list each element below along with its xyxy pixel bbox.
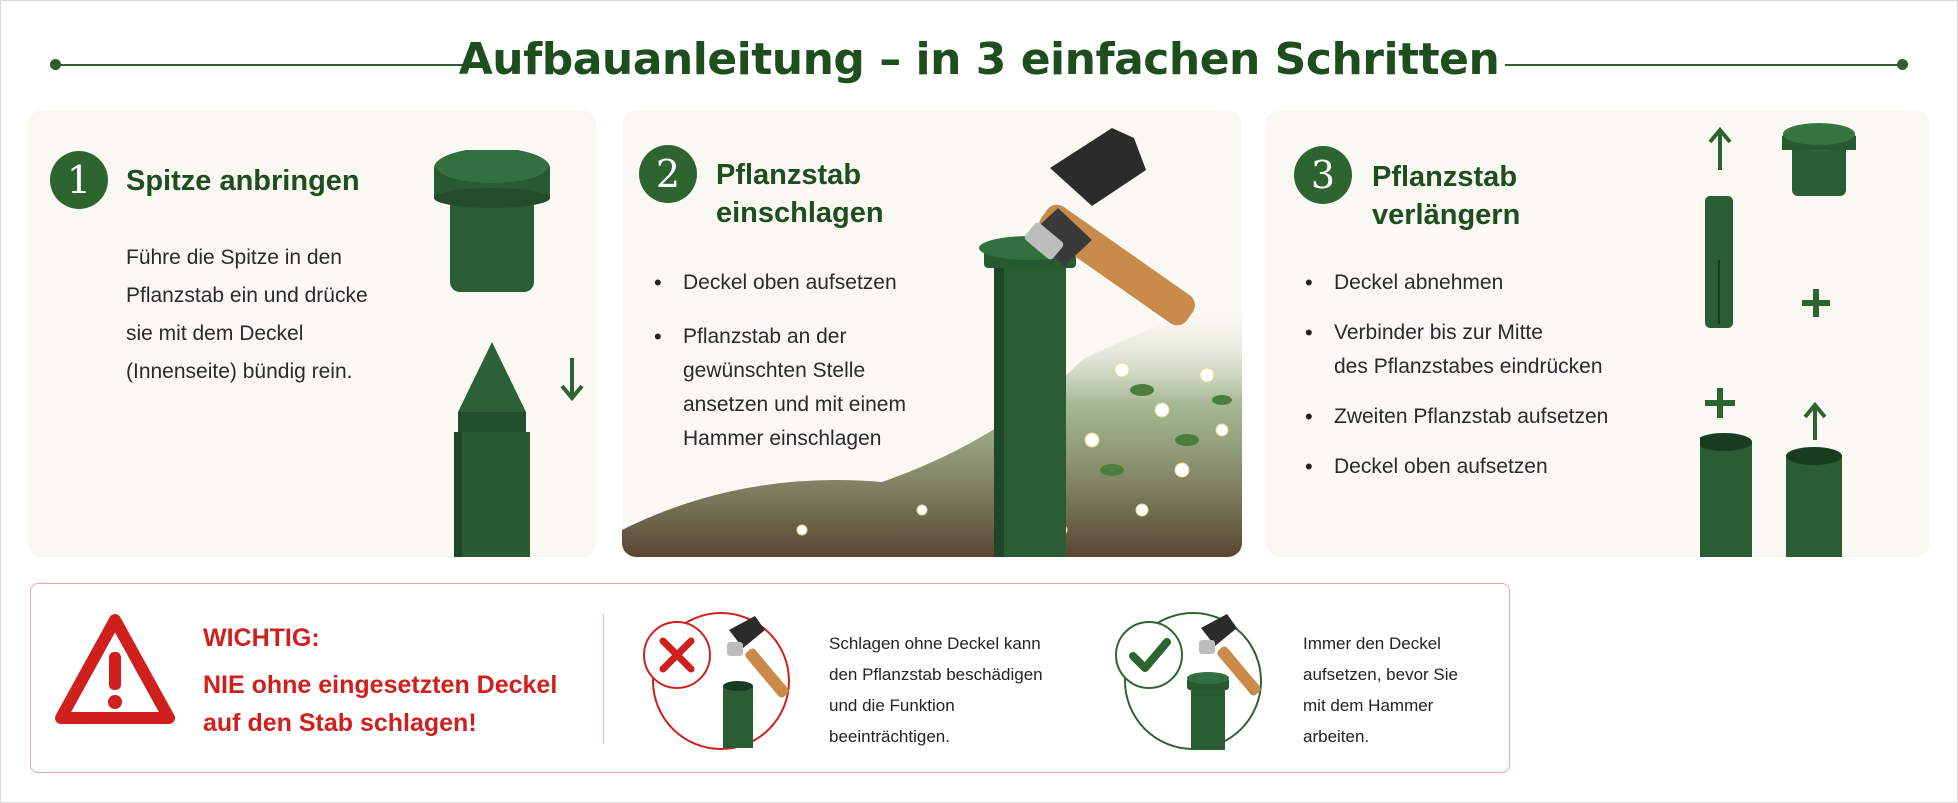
hammer-scene-illustration	[622, 110, 1242, 557]
warning-heading: WICHTIG:	[203, 624, 320, 652]
title-line-right-dot	[1897, 59, 1908, 70]
cap-icon	[434, 150, 550, 292]
list-item: • Pflanzstab an der gewünschten Stelle ansetzen und mit einem Hammer einschlagen	[648, 320, 938, 456]
step-number-badge: 3	[1294, 146, 1352, 204]
stake-icon	[1187, 672, 1229, 750]
step-title: Spitze anbringen	[126, 165, 360, 197]
stake-body	[454, 432, 530, 557]
warning-text: NIE ohne eingesetzten Deckel auf den Stab schlagen!	[203, 671, 558, 737]
step-card-2	[622, 110, 1242, 557]
list-item: • Verbinder bis zur Mitte des Pflanzstabes eindrücken	[1299, 316, 1689, 384]
step-number-badge: 1	[50, 151, 108, 209]
page-title: Aufbauanleitung – in 3 einfachen Schritten	[458, 34, 1500, 85]
stake-upper-icon	[1786, 447, 1842, 557]
correct-example-illustration	[1113, 608, 1273, 754]
list-item: • Deckel oben aufsetzen	[1299, 450, 1689, 484]
stake-icon	[979, 236, 1081, 557]
warning-box	[30, 583, 1510, 773]
stake-icon	[723, 681, 753, 748]
warning-triangle-icon	[53, 612, 177, 728]
plus-icon	[1705, 388, 1735, 418]
wrong-example-illustration	[641, 608, 801, 754]
arrow-down-icon	[562, 358, 582, 398]
step-number-badge: 2	[639, 145, 697, 203]
flower-bed-icon	[622, 300, 1242, 557]
correct-example-text: Immer den Deckel aufsetzen, bevor Sie mit dem Hammer arbeiten.	[1303, 634, 1458, 746]
plus-icon	[1802, 289, 1830, 317]
cap-icon	[1782, 123, 1856, 196]
arrow-up-icon	[1710, 130, 1730, 170]
list-item: • Deckel oben aufsetzen	[648, 266, 938, 300]
step-bullets	[1299, 266, 1689, 484]
step-title: Pflanzstab verlängern	[1372, 161, 1521, 231]
stake-tip-illustration	[428, 150, 588, 557]
wrong-example-text: Schlagen ohne Deckel kann den Pflanzstab beschädigen und die Funktion beeinträchtigen.	[829, 634, 1043, 746]
stake-lower-icon	[1700, 433, 1752, 557]
step-description: Führe die Spitze in den Pflanzstab ein und drücke sie mit dem Deckel (Innenseite) bündig rein.	[126, 246, 368, 383]
step-card-1	[28, 110, 596, 557]
connector-icon	[1705, 196, 1733, 328]
step-title: Pflanzstab einschlagen	[716, 159, 884, 229]
divider	[603, 614, 604, 744]
spike-tip-icon	[458, 342, 526, 432]
step-card-3	[1266, 110, 1930, 557]
extension-illustration	[1700, 110, 1930, 557]
list-item: • Deckel abnehmen	[1299, 266, 1689, 300]
list-item: • Zweiten Pflanzstab aufsetzen	[1299, 400, 1689, 434]
header	[50, 28, 1908, 98]
title-line-right	[1505, 64, 1900, 66]
arrow-up-icon	[1805, 405, 1825, 440]
